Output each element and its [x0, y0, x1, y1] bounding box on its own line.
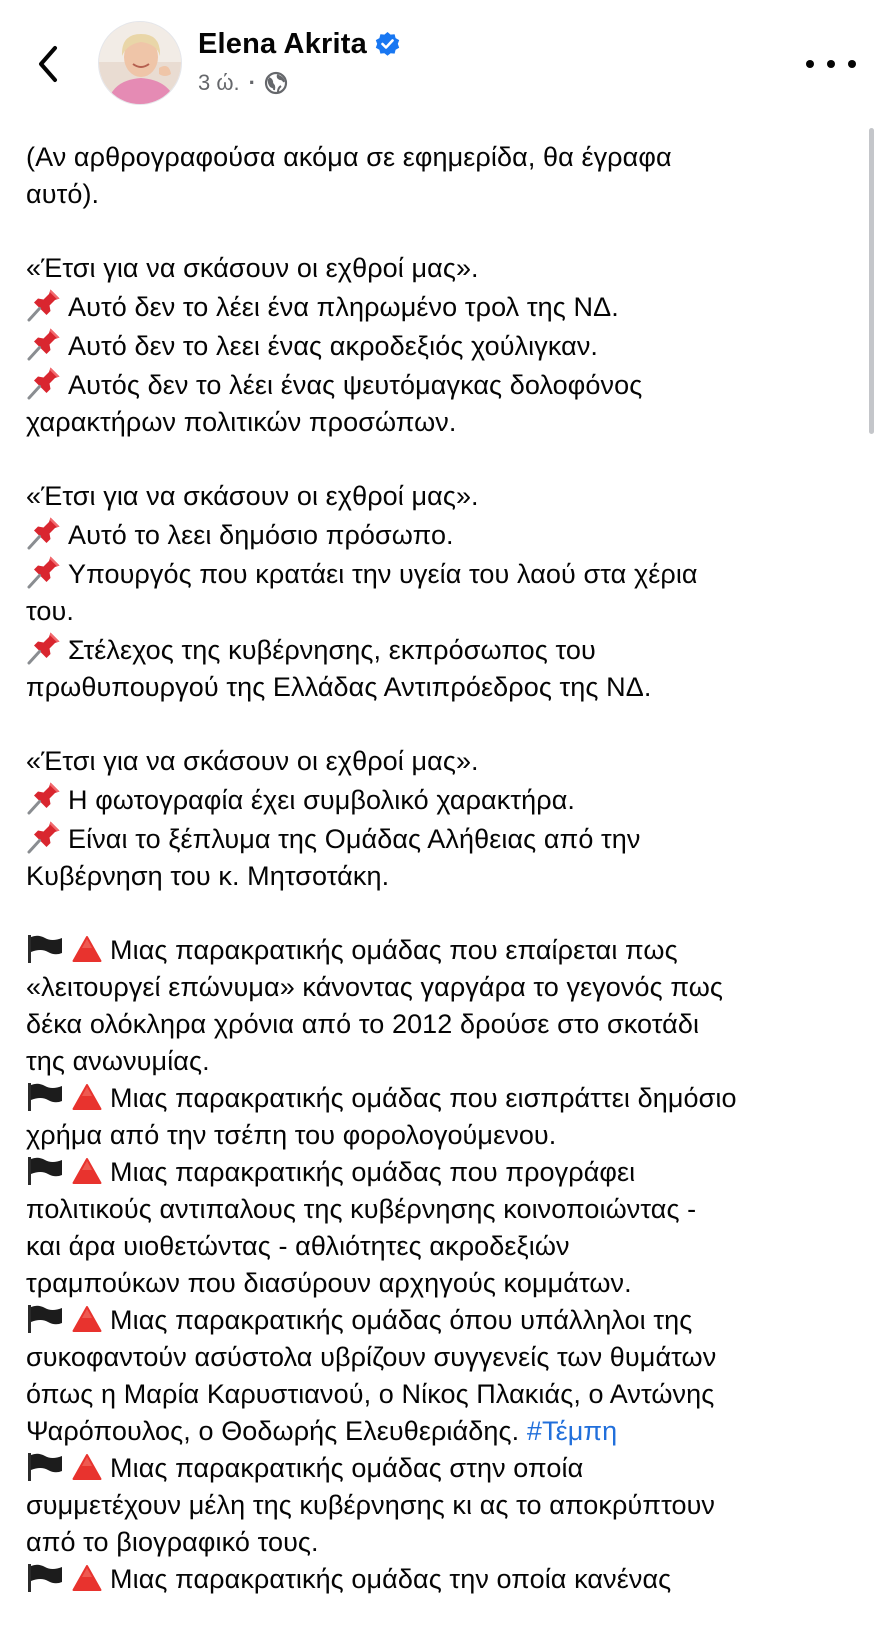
pushpin-icon	[26, 515, 62, 551]
item-text: Μιας παρακρατικής ομάδας που προγράφει	[110, 1157, 636, 1187]
more-horizontal-icon	[848, 60, 856, 68]
verified-badge-icon	[374, 31, 401, 58]
text-line: χρήμα από την τσέπη του φορολογούμενου.	[26, 1120, 557, 1150]
item-text: Μιας παρακρατικής ομάδας που επαίρεται πως	[110, 935, 678, 965]
list-item	[26, 1080, 861, 1117]
item-text: Μιας παρακρατικής ομάδας που εισπράττει δημόσιο	[110, 1083, 737, 1113]
text-line: συμμετέχουν μέλη της κυβέρνησης κι ας το αποκρύπτουν	[26, 1490, 716, 1520]
item-text: Αυτό το λεει δημόσιο πρόσωπο.	[68, 520, 454, 550]
red-triangle-icon	[72, 1305, 102, 1333]
section-2	[26, 478, 861, 706]
quote-line: «Έτσι για να σκάσουν οι εχθροί μας».	[26, 481, 479, 511]
black-flag-icon	[26, 1156, 66, 1186]
black-flag-icon	[26, 1563, 66, 1593]
text-line: χαρακτήρων πολιτικών προσώπων.	[26, 407, 457, 437]
text-line: της ανωνυμίας.	[26, 1046, 210, 1076]
more-options-button[interactable]	[806, 44, 856, 84]
avatar[interactable]	[98, 21, 182, 105]
post-time[interactable]: 3 ώ.	[198, 70, 240, 95]
pushpin-icon	[26, 287, 62, 323]
author-name-row[interactable]	[198, 28, 401, 61]
chevron-left-icon	[33, 44, 63, 84]
item-text: Μιας παρακρατικής ομάδας στην οποία	[110, 1453, 584, 1483]
section-1	[26, 250, 861, 441]
scrollbar[interactable]	[869, 128, 874, 434]
pushpin-icon	[26, 365, 62, 401]
item-text: Αυτός δεν το λέει ένας ψευτόμαγκας δολοφόνος	[68, 370, 643, 400]
item-text: Μιας παρακρατικής ομάδας την οποία κανένας	[110, 1564, 672, 1594]
black-flag-icon	[26, 1304, 66, 1334]
text-line: «λειτουργεί επώνυμα» κάνοντας γαργάρα το γεγονός πως	[26, 972, 723, 1002]
item-text: Υπουργός που κρατάει την υγεία του λαού στα χέρια	[68, 559, 698, 589]
item-text: Μιας παρακρατικής ομάδας όπου υπάλληλοι της	[110, 1305, 693, 1335]
section-4	[26, 932, 861, 1598]
red-triangle-icon	[72, 1083, 102, 1111]
pushpin-icon	[26, 780, 62, 816]
text-line: δέκα ολόκληρα χρόνια από το 2012 δρούσε στο σκοτάδι	[26, 1009, 700, 1039]
text-line: πρωθυπουργού της Ελλάδας Αντιπρόεδρος της ΝΔ.	[26, 672, 652, 702]
list-item	[26, 780, 861, 819]
item-text: Αυτό δεν το λεει ένας ακροδεξιός χούλιγκαν.	[68, 331, 599, 361]
list-item	[26, 515, 861, 554]
item-text: Η φωτογραφία έχει συμβολικό χαρακτήρα.	[68, 785, 576, 815]
list-item	[26, 326, 861, 365]
list-item	[26, 287, 861, 326]
list-item	[26, 554, 861, 593]
author-name[interactable]: Elena Akrita	[198, 28, 367, 60]
text-line: τραμπούκων που διασύρουν αρχηγούς κομμάτων.	[26, 1268, 632, 1298]
black-flag-icon	[26, 934, 66, 964]
text-line: συκοφαντούν ασύστολα υβρίζουν συγγενείς των θυμάτων	[26, 1342, 717, 1372]
meta-separator: ·	[248, 70, 256, 95]
black-flag-icon	[26, 1452, 66, 1482]
list-item	[26, 365, 861, 404]
section-3	[26, 743, 861, 895]
text-line: του.	[26, 596, 74, 626]
post-text	[26, 139, 861, 1635]
list-item	[26, 1561, 861, 1598]
list-item	[26, 819, 861, 858]
red-triangle-icon	[72, 935, 102, 963]
red-triangle-icon	[72, 1564, 102, 1592]
list-item	[26, 1450, 861, 1487]
pushpin-icon	[26, 630, 62, 666]
black-flag-icon	[26, 1082, 66, 1112]
list-item	[26, 1154, 861, 1191]
post-intro	[26, 139, 861, 213]
quote-line: «Έτσι για να σκάσουν οι εχθροί μας».	[26, 746, 479, 776]
item-text: Στέλεχος της κυβέρνησης, εκπρόσωπος του	[68, 635, 596, 665]
post-meta	[198, 70, 288, 96]
pushpin-icon	[26, 554, 62, 590]
more-horizontal-icon	[827, 60, 835, 68]
text-line: αυτό).	[26, 179, 100, 209]
text-line: (Αν αρθρογραφούσα ακόμα σε εφημερίδα, θα έγραφα	[26, 142, 672, 172]
red-triangle-icon	[72, 1453, 102, 1481]
item-text: Είναι το ξέπλυμα της Ομάδας Αλήθειας από την	[68, 824, 641, 854]
pushpin-icon	[26, 326, 62, 362]
back-button[interactable]	[22, 38, 74, 90]
text-line: και άρα υιοθετώντας - αθλιότητες ακροδεξιών	[26, 1231, 570, 1261]
list-item	[26, 932, 861, 969]
more-horizontal-icon	[806, 60, 814, 68]
red-triangle-icon	[72, 1157, 102, 1185]
item-text: Αυτό δεν το λέει ένα πληρωμένο τρολ της ΝΔ.	[68, 292, 619, 322]
text-line: από το βιογραφικό τους.	[26, 1527, 319, 1557]
text-line	[26, 1413, 861, 1450]
post-header	[0, 0, 880, 124]
text-line: Κυβέρνηση του κ. Μητσοτάκη.	[26, 861, 390, 891]
list-item	[26, 630, 861, 669]
text-line: όπως η Μαρία Καρυστιανού, ο Νίκος Πλακιάς, ο Αντώνης	[26, 1379, 715, 1409]
text-line: πολιτικούς αντιπαλους της κυβέρνησης κοινοποιώντας -	[26, 1194, 697, 1224]
quote-line: «Έτσι για να σκάσουν οι εχθροί μας».	[26, 253, 479, 283]
item-text: Ψαρόπουλος, ο Θοδωρής Ελευθεριάδης.	[26, 1416, 520, 1446]
profile-photo	[99, 22, 182, 105]
hashtag-link[interactable]: #Τέμπη	[526, 1416, 618, 1446]
list-item	[26, 1302, 861, 1339]
pushpin-icon	[26, 819, 62, 855]
globe-icon[interactable]	[264, 71, 288, 95]
